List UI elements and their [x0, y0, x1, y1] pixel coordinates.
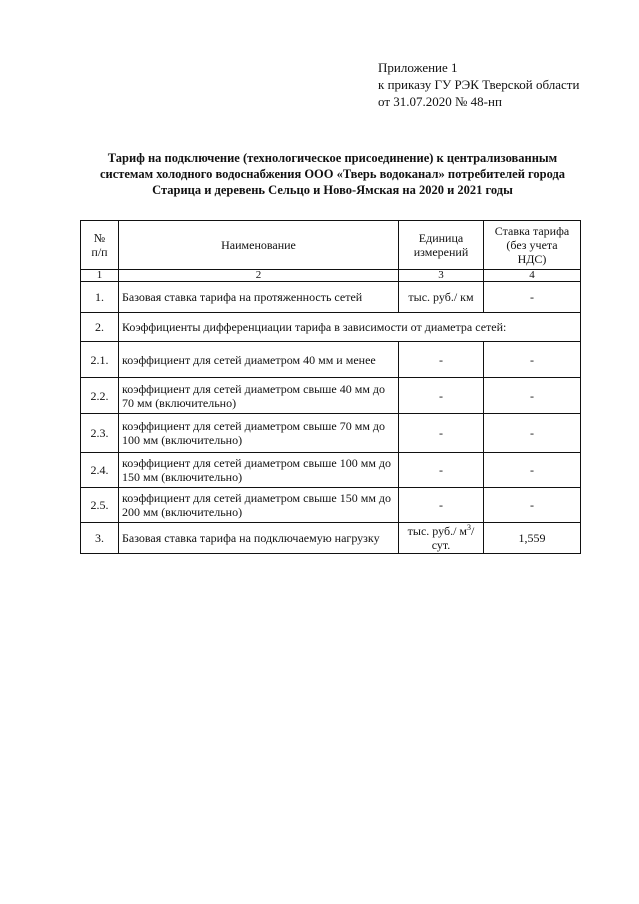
row-num: 2. [81, 313, 119, 342]
table-row [81, 378, 581, 414]
row-rate: - [484, 378, 581, 414]
title-line-1: Тариф на подключение (технологическое присоединение) к централизованным [107, 151, 558, 165]
table-row [81, 342, 581, 378]
row-num: 2.3. [81, 414, 119, 453]
appendix-line-2: к приказу ГУ РЭК Тверской области [378, 77, 580, 92]
header-num-line-1: № [93, 231, 106, 245]
row-unit: - [399, 414, 484, 453]
appendix-line-3: от 31.07.2020 № 48-нп [378, 94, 502, 109]
column-number-2: 2 [119, 270, 399, 282]
header-rate-line-2: (без учета [506, 238, 558, 252]
header-num [81, 221, 119, 270]
row-num: 2.1. [81, 342, 119, 378]
row-unit: - [399, 488, 484, 523]
row-unit: - [399, 378, 484, 414]
row-rate: - [484, 453, 581, 488]
table-row [81, 313, 581, 342]
row-name: Базовая ставка тарифа на протяженность сетей [119, 282, 399, 313]
column-number-4: 4 [484, 270, 581, 282]
row-rate: - [484, 488, 581, 523]
table-row [81, 414, 581, 453]
appendix-line-1: Приложение 1 [378, 60, 458, 75]
column-number-3: 3 [399, 270, 484, 282]
row-name: Базовая ставка тарифа на подключаемую нагрузку [119, 523, 399, 554]
row-unit-part-2: / [471, 524, 475, 538]
row-name: коэффициент для сетей диаметром 40 мм и менее [119, 342, 399, 378]
table-row [81, 523, 581, 554]
row-num: 2.5. [81, 488, 119, 523]
row-unit: тыс. руб./ км [399, 282, 484, 313]
row-unit: - [399, 342, 484, 378]
row-num: 2.4. [81, 453, 119, 488]
table-header-row [81, 221, 581, 270]
row-num: 3. [81, 523, 119, 554]
tariff-table [80, 220, 581, 554]
header-num-line-2: п/п [91, 245, 108, 259]
row-unit [399, 523, 484, 554]
header-rate [484, 221, 581, 270]
title-line-3: Старица и деревень Сельцо и Ново-Ямская на 2020 и 2021 годы [152, 183, 513, 197]
row-unit: - [399, 453, 484, 488]
row-unit-superscript: 3 [467, 523, 471, 532]
row-rate: - [484, 414, 581, 453]
header-unit-line-1: Единица [418, 231, 464, 245]
column-number-1: 1 [81, 270, 119, 282]
table-row [81, 282, 581, 313]
table-row [81, 453, 581, 488]
appendix-header [378, 59, 579, 110]
row-name: коэффициент для сетей диаметром свыше 100 мм до 150 мм (включительно) [119, 453, 399, 488]
title-line-2: системам холодного водоснабжения ООО «Тверь водоканал» потребителей города [99, 167, 566, 181]
row-unit-part-1: тыс. руб./ м [407, 524, 467, 538]
table-row [81, 488, 581, 523]
row-unit-part-3: сут. [431, 538, 451, 552]
row-name: коэффициент для сетей диаметром свыше 150 мм до 200 мм (включительно) [119, 488, 399, 523]
header-unit [399, 221, 484, 270]
row-rate: 1,559 [484, 523, 581, 554]
row-num: 1. [81, 282, 119, 313]
header-name: Наименование [119, 221, 399, 270]
row-rate: - [484, 282, 581, 313]
row-rate: - [484, 342, 581, 378]
row-name: коэффициент для сетей диаметром свыше 40 мм до 70 мм (включительно) [119, 378, 399, 414]
row-name: коэффициент для сетей диаметром свыше 70 мм до 100 мм (включительно) [119, 414, 399, 453]
row-name: Коэффициенты дифференциации тарифа в зависимости от диаметра сетей: [119, 313, 581, 342]
header-rate-line-3: НДС) [517, 252, 547, 266]
header-unit-line-2: измерений [413, 245, 469, 259]
document-title [60, 150, 605, 198]
row-num: 2.2. [81, 378, 119, 414]
header-rate-line-1: Ставка тарифа [494, 224, 570, 238]
column-number-row [81, 270, 581, 282]
